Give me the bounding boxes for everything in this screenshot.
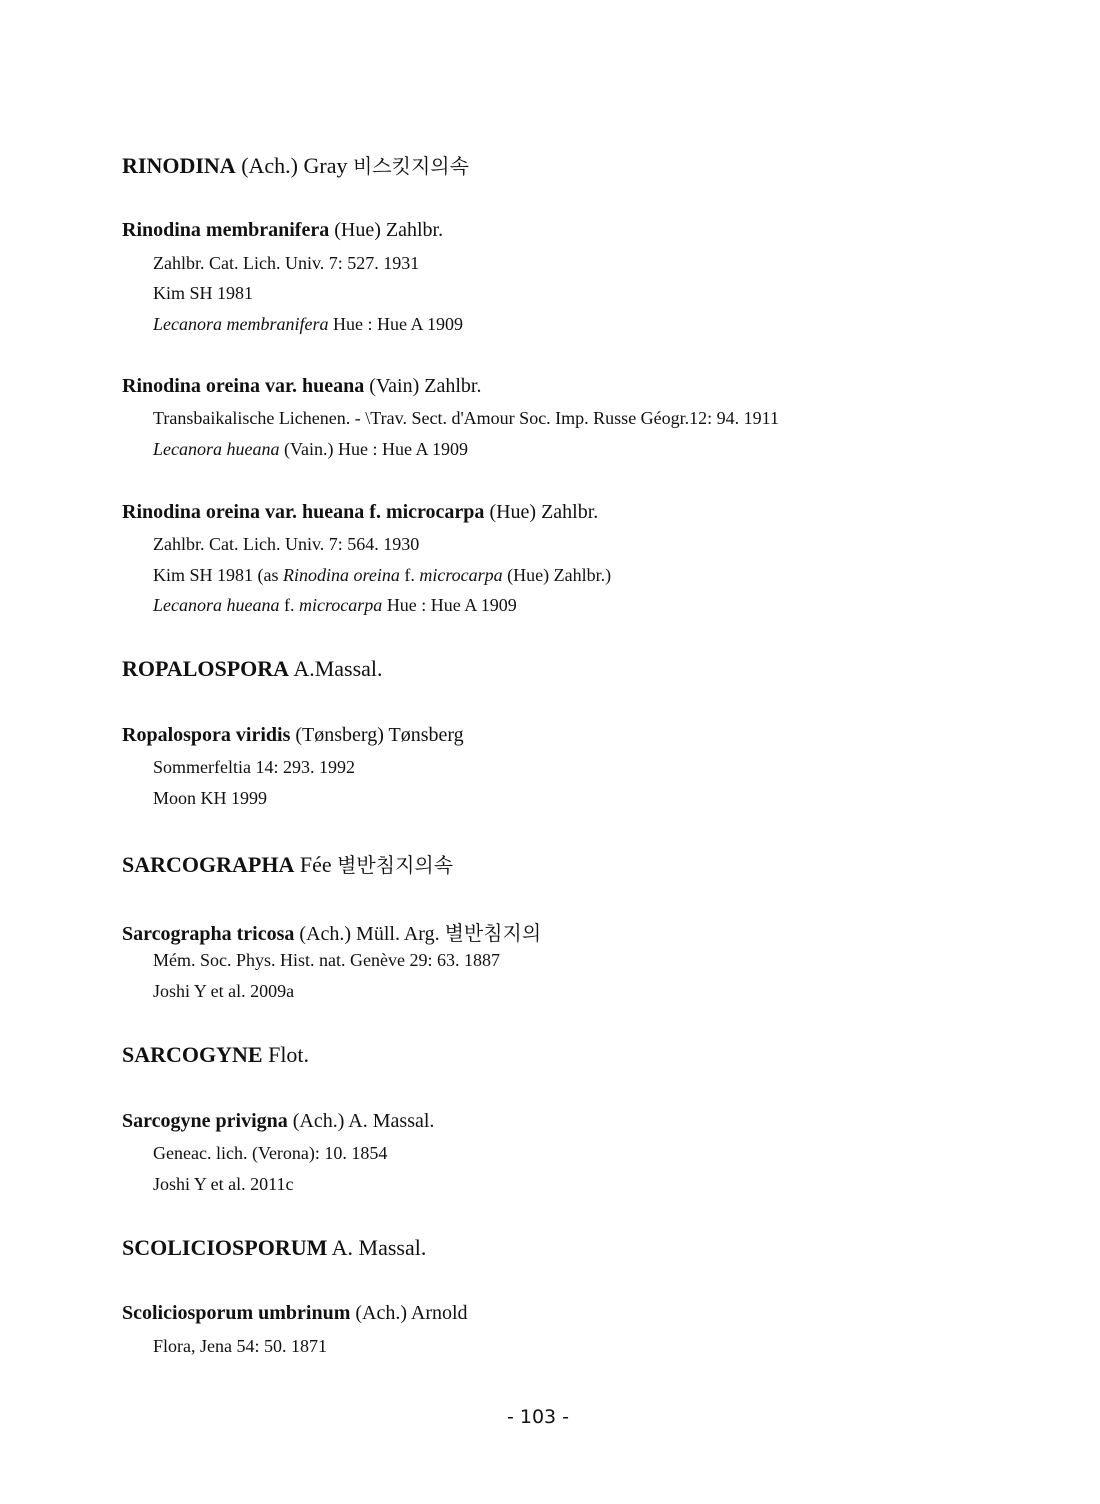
- korean-name: 비스킷지의속: [352, 154, 469, 178]
- ref-italic: microcarpa: [298, 595, 383, 615]
- species-author: (Hue) Zahlbr.: [484, 501, 599, 523]
- reference-line: Geneac. lich. (Verona): 10. 1854: [153, 1143, 388, 1163]
- genus-heading-ropalospora: [122, 656, 383, 682]
- synonym-line: [153, 595, 517, 616]
- reference-line: Joshi Y et al. 2009a: [153, 981, 295, 1001]
- synonym-name: Lecanora hueana: [153, 439, 280, 459]
- genus-name: SARCOGRAPHA: [122, 852, 295, 877]
- species-author: (Ach.) A. Massal.: [287, 1110, 435, 1132]
- species-heading: [122, 375, 481, 398]
- species-heading: [122, 1302, 468, 1325]
- species-name: Sarcographa tricosa: [122, 923, 295, 945]
- reference-line: Transbaikalische Lichenen. - \Trav. Sect. d'Amour Soc. Imp. Russe Géogr.12: 94. 1911: [153, 408, 780, 428]
- species-author: (Ach.) Arnold: [350, 1302, 468, 1324]
- genus-heading-sarcographa: [122, 849, 453, 878]
- genus-author: Fée: [294, 852, 338, 877]
- species-heading: [122, 724, 464, 747]
- synonym-citation: (Vain.) Hue : Hue A 1909: [279, 439, 468, 459]
- species-name: Scoliciosporum umbrinum: [122, 1302, 351, 1324]
- ref-text: Kim SH 1981 (as: [153, 565, 283, 585]
- species-name: Rinodina oreina var. hueana: [122, 375, 365, 397]
- species-author: (Tønsberg) Tønsberg: [290, 724, 464, 746]
- genus-author: (Ach.) Gray: [235, 153, 353, 178]
- reference-line: Sommerfeltia 14: 293. 1992: [153, 757, 355, 777]
- reference-line: Kim SH 1981: [153, 283, 254, 303]
- synonym-name: Lecanora hueana: [153, 595, 280, 615]
- synonym-line: [153, 314, 463, 335]
- genus-name: SCOLICIOSPORUM: [122, 1235, 328, 1260]
- synonym-citation: Hue : Hue A 1909: [328, 314, 463, 334]
- species-name: Rinodina oreina var. hueana f. microcarpa: [122, 501, 485, 523]
- korean-name: 별반침지의속: [337, 853, 454, 877]
- reference-line: Joshi Y et al. 2011c: [153, 1174, 294, 1194]
- reference-line: [153, 565, 611, 586]
- species-author: (Vain) Zahlbr.: [364, 375, 482, 397]
- ref-italic: Rinodina oreina: [283, 565, 400, 585]
- reference-line: Zahlbr. Cat. Lich. Univ. 7: 527. 1931: [153, 253, 420, 273]
- genus-name: SARCOGYNE: [122, 1042, 263, 1067]
- species-name: Ropalospora viridis: [122, 724, 291, 746]
- synonym-line: [153, 439, 468, 460]
- synonym-citation: Hue : Hue A 1909: [382, 595, 517, 615]
- species-author: (Hue) Zahlbr.: [329, 219, 444, 241]
- genus-heading-rinodina: [122, 150, 469, 179]
- reference-line: Mém. Soc. Phys. Hist. nat. Genève 29: 63. 1887: [153, 950, 500, 970]
- synonym-name: Lecanora membranifera: [153, 314, 329, 334]
- page-number: - 103 -: [506, 1406, 570, 1428]
- genus-heading-scoliciosporum: [122, 1235, 426, 1261]
- species-author: (Ach.) Müll. Arg.: [294, 923, 445, 945]
- species-heading: [122, 917, 541, 946]
- species-name: Sarcogyne privigna: [122, 1110, 288, 1132]
- genus-author: A.Massal.: [289, 656, 383, 681]
- genus-heading-sarcogyne: [122, 1042, 309, 1068]
- genus-author: A. Massal.: [327, 1235, 427, 1260]
- species-name: Rinodina membranifera: [122, 219, 330, 241]
- genus-name: ROPALOSPORA: [122, 656, 290, 681]
- genus-name: RINODINA: [122, 153, 236, 178]
- ref-text: (Hue) Zahlbr.): [502, 565, 612, 585]
- reference-line: Zahlbr. Cat. Lich. Univ. 7: 564. 1930: [153, 534, 420, 554]
- reference-line: Moon KH 1999: [153, 788, 268, 808]
- reference-line: Flora, Jena 54: 50. 1871: [153, 1336, 327, 1356]
- ref-text: f.: [399, 565, 420, 585]
- korean-name: 별반침지의: [444, 921, 542, 945]
- ref-italic: microcarpa: [419, 565, 503, 585]
- species-heading: [122, 219, 443, 242]
- species-heading: [122, 1110, 434, 1133]
- genus-author: Flot.: [262, 1042, 310, 1067]
- ref-text: f.: [279, 595, 299, 615]
- species-heading: [122, 501, 598, 524]
